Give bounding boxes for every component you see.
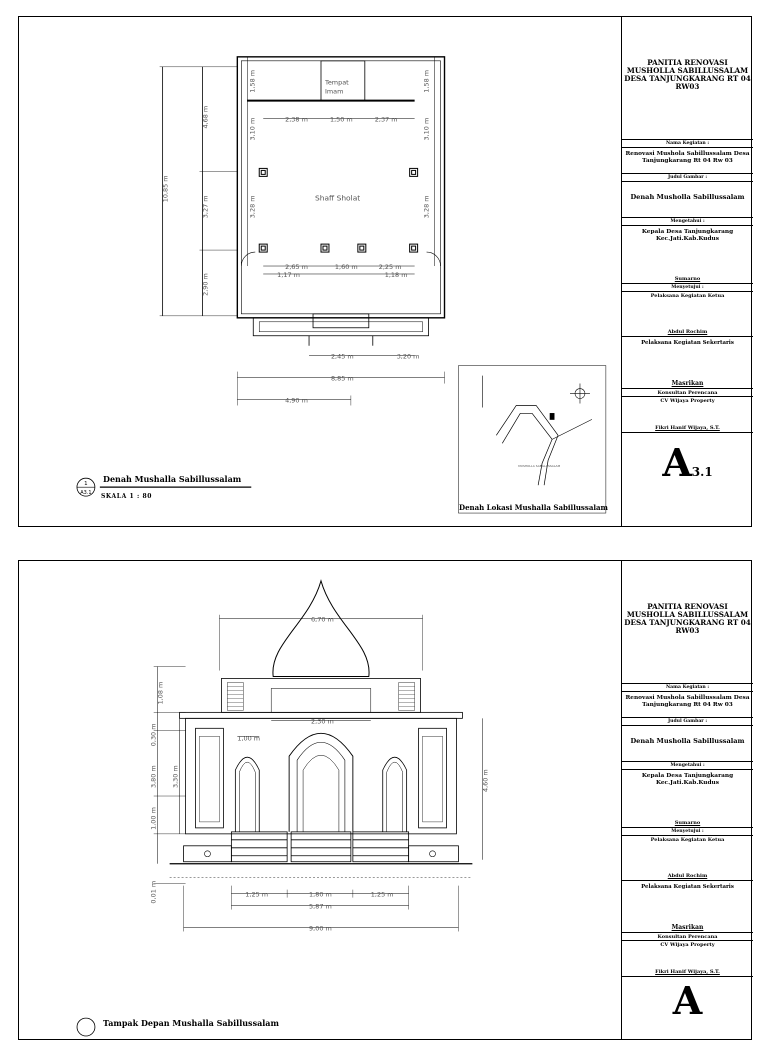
- dim-030: 0,30 m: [149, 723, 158, 747]
- dim-310-right: 3,10 m: [422, 117, 431, 141]
- dim-1085: 10,85 m: [161, 175, 170, 203]
- dim-100-left: 1,00 m: [149, 807, 158, 830]
- plan-outer-wall: [237, 57, 444, 318]
- dim-118: 1,18 m: [384, 270, 408, 279]
- dim-180: 1,80 m: [309, 890, 332, 899]
- front-elevation-drawing: [19, 561, 621, 1039]
- dim-245: 2,45 m: [330, 352, 354, 361]
- pelaksana-value: Pelaksana Kegiatan Sekertaris: [641, 884, 734, 890]
- label-tempat: Tempat: [324, 78, 349, 87]
- callout-number: 1: [84, 481, 88, 488]
- nama-kegiatan-value: Renovasi Mushola Sabillussalam Desa Tanjungkarang Rt 04 Rw 03: [622, 148, 753, 174]
- judul-gambar-label: Judul Gambar :: [622, 718, 753, 726]
- signatory-fikri: Fikri Hanif Wijaya, S.T.: [655, 969, 720, 975]
- map-note: MUSHOLLA SABILLUSSALAM: [518, 464, 561, 469]
- judul-gambar-value: Denah Musholla Sabillussalam: [622, 182, 753, 218]
- dim-670: 6,70 m: [311, 615, 334, 624]
- dim-125-right: 1,25 m: [370, 890, 394, 899]
- sheet-number: A: [672, 978, 703, 1023]
- dim-108: 1,08 m: [156, 681, 165, 705]
- location-map-title: Denah Lokasi Mushalla Sabillussalam: [459, 503, 608, 512]
- konsultan-value: CV Wijaya Property: [660, 398, 715, 404]
- dim-320: 3,20 m: [396, 352, 420, 361]
- sheet-floor-plan: [18, 16, 752, 527]
- mengetahui-value: Kepala Desa Tanjungkarang Kec.Jati.Kab.Kudus: [641, 773, 734, 786]
- plan-scale: SKALA 1 : 80: [101, 493, 153, 500]
- dim-001: 0,01 m: [149, 880, 158, 904]
- signatory-masrikan: Masrikan: [671, 380, 704, 387]
- label-shaff-sholat: Shaff Sholat: [315, 193, 361, 203]
- dim-125-left: 1,25 m: [245, 890, 269, 899]
- dim-150: 1,50 m: [329, 115, 353, 124]
- dim-587: 5,87 m: [309, 902, 332, 911]
- nama-kegiatan-label: Nama Kegiatan :: [622, 684, 753, 692]
- plan-title: Denah Mushalla Sabillussalam: [103, 474, 242, 484]
- menyetujui-value: Pelaksana Kegiatan Ketua: [650, 293, 725, 299]
- title-block-2: [621, 561, 753, 1039]
- signatory-fikri: Fikri Hanif Wijaya, S.T.: [655, 425, 720, 431]
- dim-460: 4,60 m: [481, 769, 490, 793]
- dim-380: 3,80 m: [149, 765, 158, 789]
- dim-158-right: 1,58 m: [422, 69, 431, 93]
- dim-230: 2,30 m: [311, 717, 334, 726]
- menyetujui-label: Menyetujui :: [622, 828, 753, 836]
- dim-158-left: 1,58 m: [248, 69, 257, 93]
- callout-ref: A3.1: [80, 490, 92, 497]
- menyetujui-label: Menyetujui :: [622, 284, 753, 292]
- dim-468: 4,68 m: [201, 105, 210, 129]
- dim-160: 1,60 m: [334, 263, 358, 272]
- sheet-front-elevation: [18, 560, 752, 1040]
- label-imam: Imam: [324, 87, 344, 96]
- nama-kegiatan-value: Renovasi Mushola Sabillussalam Desa Tanjungkarang Rt 04 Rw 03: [622, 692, 753, 718]
- judul-gambar-value: Denah Musholla Sabillussalam: [622, 726, 753, 762]
- signatory-abdul-rochim: Abdul Rochim: [667, 873, 708, 879]
- title-block: [621, 17, 753, 526]
- dim-237: 2,37 m: [374, 115, 398, 124]
- dim-900: 9,00 m: [309, 924, 332, 933]
- menyetujui-value: Pelaksana Kegiatan Ketua: [650, 837, 725, 843]
- signatory-sumarno: Sumarno: [674, 276, 701, 282]
- dim-885: 8,85 m: [330, 374, 354, 383]
- elevation-title: Tampak Depan Mushalla Sabillussalam: [103, 1018, 279, 1028]
- committee-title: PANITIA RENOVASI MUSHOLLA SABILLUSSALAM DESA TANJUNGKARANG RT 04 RW03: [622, 561, 753, 684]
- dim-265: 2,65 m: [285, 263, 308, 272]
- judul-gambar-label: Judul Gambar :: [622, 174, 753, 182]
- konsultan-label: Konsultan Perencana: [622, 933, 753, 941]
- dim-490: 4,90 m: [285, 396, 308, 405]
- dome: [273, 581, 369, 677]
- mengetahui-value: Kepala Desa Tanjungkarang Kec.Jati.Kab.Kudus: [641, 229, 734, 242]
- nama-kegiatan-label: Nama Kegiatan :: [622, 140, 753, 148]
- dim-330: 3,30 m: [171, 765, 180, 789]
- konsultan-label: Konsultan Perencana: [622, 389, 753, 397]
- dim-328-right: 3,28 m: [422, 195, 431, 219]
- mengetahui-label: Mengetahui :: [622, 218, 753, 226]
- sheet-number: A3.1: [662, 440, 713, 485]
- signatory-masrikan: Masrikan: [671, 924, 704, 931]
- mengetahui-label: Mengetahui :: [622, 762, 753, 770]
- dim-238: 2,38 m: [285, 115, 308, 124]
- dim-310-left: 3,10 m: [248, 117, 257, 141]
- dim-100-top: 1,00 m: [237, 734, 261, 743]
- signatory-sumarno: Sumarno: [674, 820, 701, 826]
- dim-327: 3,27 m: [201, 195, 210, 219]
- floor-plan-drawing: [19, 17, 621, 526]
- konsultan-value: CV Wijaya Property: [660, 942, 715, 948]
- dim-117: 1,17 m: [277, 270, 300, 279]
- pelaksana-value: Pelaksana Kegiatan Sekertaris: [641, 340, 734, 346]
- committee-title: PANITIA RENOVASI MUSHOLLA SABILLUSSALAM DESA TANJUNGKARANG RT 04 RW03: [622, 17, 753, 140]
- signatory-abdul-rochim: Abdul Rochim: [667, 329, 708, 335]
- dim-290: 2,90 m: [201, 273, 210, 296]
- dim-328-left: 3,28 m: [248, 195, 257, 219]
- dim-225: 2,25 m: [378, 263, 402, 272]
